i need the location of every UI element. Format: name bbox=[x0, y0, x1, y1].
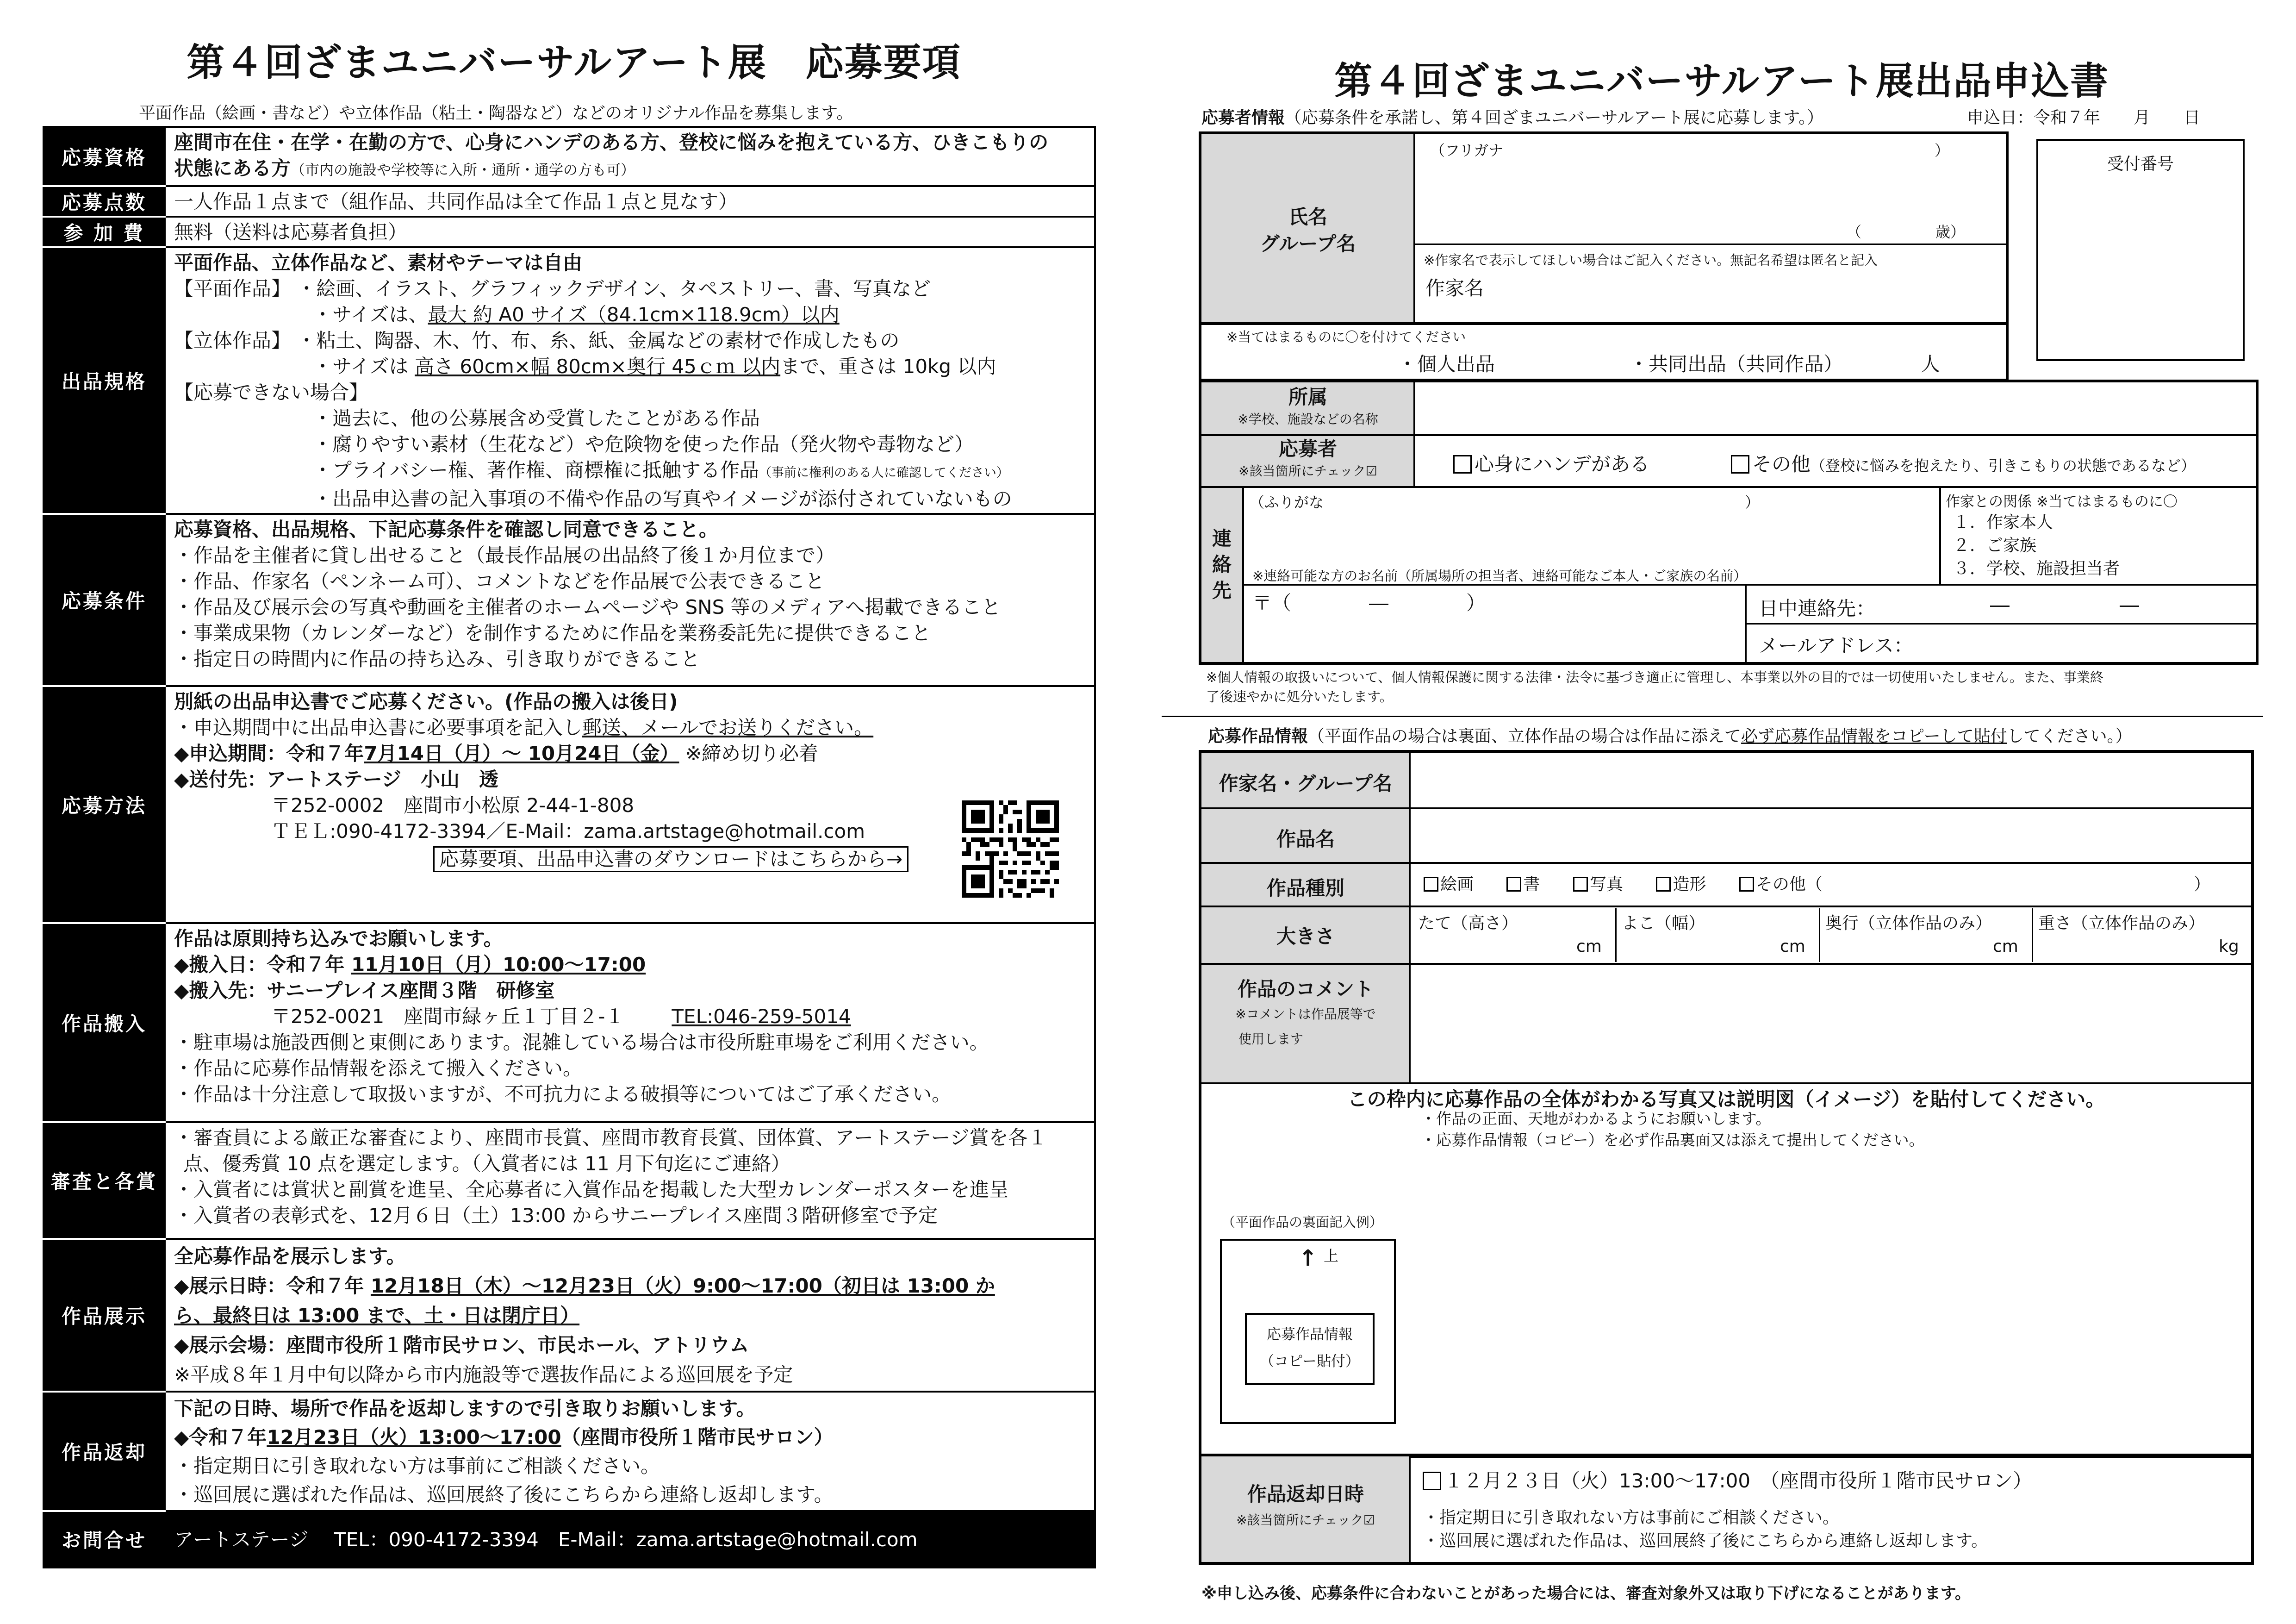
eligibility-line2b: （市内の施設や学校等に入所・通所・通学の方も可） bbox=[291, 162, 635, 179]
return-line3: ・指定期日に引き取れない方は事前にご相談ください。 bbox=[174, 1455, 660, 1477]
artist-note: ※作家名で表示してほしい場合はご記入ください。無記名希望は匿名と記入 bbox=[1424, 252, 1878, 268]
left-page-title: 第４回ざまユニバーサルアート展 応募要項 bbox=[187, 41, 961, 85]
rules-line5 bbox=[174, 354, 1086, 380]
size-width-unit: cm bbox=[1780, 937, 1805, 956]
email-input[interactable] bbox=[1921, 626, 2254, 661]
application-date[interactable]: 申込日：令和７年 月 日 bbox=[1967, 108, 2201, 127]
rules-line5c: まで、重さは 10kg 以内 bbox=[780, 355, 996, 378]
conditions-line5: ・事業成果物（カレンダーなど）を制作するために作品を業務委託先に提供できること bbox=[174, 622, 931, 644]
count-label: 応募点数 bbox=[44, 186, 165, 217]
work-section-header bbox=[1208, 723, 2132, 747]
rules-content bbox=[165, 247, 1095, 514]
phone-dash-1: ― bbox=[1990, 593, 2010, 616]
type-photo-box[interactable] bbox=[1573, 877, 1588, 892]
contact-note: ※連絡可能な方のお名前（所属場所の担当者、連絡可能なご本人・ご家族の名前） bbox=[1252, 568, 1747, 584]
size-divider-1 bbox=[1615, 908, 1617, 962]
eligibility-label: 応募資格 bbox=[44, 127, 165, 186]
example-info-box-line1: 応募作品情報 bbox=[1267, 1326, 1353, 1343]
return-line2 bbox=[174, 1423, 1086, 1452]
contact-furigana-close: ） bbox=[1745, 493, 1760, 511]
method-line2a: ・申込期間中に出品申込書に必要事項を記入し bbox=[174, 716, 583, 739]
contact-label-char2: 絡 bbox=[1212, 553, 1232, 576]
method-line4: ◆送付先：アートステージ 小山 透 bbox=[174, 768, 498, 791]
return-notes bbox=[1423, 1506, 1988, 1553]
return-date-checkbox[interactable] bbox=[1423, 1466, 2032, 1493]
applicant-header-note: （応募条件を承諾し、第４回ざまユニバーサルアート展に応募します。） bbox=[1285, 108, 1824, 127]
work-header-text: 応募作品情報 bbox=[1208, 727, 1308, 746]
delivery-content bbox=[165, 923, 1095, 1122]
handicap-checkbox[interactable] bbox=[1453, 449, 1649, 477]
type-painting-box[interactable] bbox=[1424, 877, 1438, 892]
other-checkbox-label: その他 bbox=[1752, 453, 1811, 475]
contact-label: お問合せ bbox=[44, 1511, 165, 1568]
rules-line1: 平面作品、立体作品など、素材やテーマは自由 bbox=[174, 251, 583, 274]
conditions-line2: ・作品を主催者に貸し出せること（最長作品展の出品終了後１か月位まで） bbox=[174, 544, 835, 567]
conditions-line3: ・作品、作家名（ペンネーム可）、コメントなどを作品展で公表できること bbox=[174, 570, 825, 593]
return-label-sub: ※該当箇所にチェック☑ bbox=[1236, 1512, 1375, 1528]
size-weight-label: 重さ（立体作品のみ） bbox=[2038, 914, 2205, 933]
type-painting-checkbox[interactable] bbox=[1424, 875, 1474, 894]
email-top-line bbox=[1745, 623, 2256, 625]
daytime-phone-label: 日中連絡先： bbox=[1759, 597, 1876, 620]
entry-people-unit: 人 bbox=[1921, 353, 1941, 375]
conditions-line1: 応募資格、出品規格、下記応募条件を確認し同意できること。 bbox=[174, 518, 719, 541]
rules-line3b: 最大 約 A0 サイズ（84.1cm×118.9cm）以内 bbox=[428, 303, 840, 326]
return-line2c: （座間市役所１階市民サロン） bbox=[561, 1426, 834, 1449]
delivery-label: 作品搬入 bbox=[44, 923, 165, 1122]
size-depth-label: 奥行（立体作品のみ） bbox=[1825, 914, 1992, 933]
work-line-2 bbox=[1201, 862, 2251, 864]
age-field[interactable]: （ 歳） bbox=[1847, 223, 1966, 241]
size-divider-3 bbox=[2032, 908, 2033, 962]
name-artist-divider bbox=[1413, 244, 2006, 245]
rules-line6: 【応募できない場合】 bbox=[174, 381, 369, 404]
fee-label: 参 加 費 bbox=[44, 217, 165, 247]
download-link[interactable]: 応募要項、出品申込書のダウンロードはこちらから→ bbox=[433, 846, 908, 872]
applicant-section-header bbox=[1201, 105, 1823, 128]
privacy-note bbox=[1206, 668, 2103, 706]
eligibility-content bbox=[165, 127, 1095, 186]
photo-note-2: ・応募作品情報（コピー）を必ず作品裏面又は添えて提出してください。 bbox=[1421, 1131, 1924, 1149]
eligibility-line1: 座間市在住・在学・在勤の方で、心身にハンデのある方、登校に悩みを抱えている方、ひきこもりの bbox=[174, 131, 1049, 154]
affiliation-label bbox=[1201, 386, 1414, 431]
photo-note-1: ・作品の正面、天地がわかるようにお願いします。 bbox=[1421, 1110, 1771, 1128]
judging-line2: 点、優秀賞 10 点を選定します。（入賞者には 11 月下旬迄にご連絡） bbox=[183, 1152, 790, 1175]
return-content bbox=[165, 1392, 1095, 1511]
applicant-label-sub: ※該当箇所にチェック☑ bbox=[1238, 463, 1377, 479]
work-header-note-a: （平面作品の場合は裏面、立体作品の場合は作品に添えて bbox=[1308, 727, 1742, 746]
contact-label-divider bbox=[1242, 488, 1244, 662]
artist-name-input[interactable] bbox=[1500, 269, 2004, 315]
return-note-2: ・巡回展に選ばれた作品は、巡回展終了後にこちらから連絡し返却します。 bbox=[1423, 1531, 1988, 1550]
method-line3c: ※締め切り必着 bbox=[679, 742, 819, 765]
delivery-line2a: ◆搬入日：令和７年 bbox=[174, 953, 351, 976]
type-other-label: その他（ bbox=[1755, 875, 1823, 894]
footer-note: ※申し込み後、応募条件に合わないことがあった場合には、審査対象外又は取り下げになることがあります。 bbox=[1201, 1584, 1971, 1603]
requirements-table bbox=[43, 126, 1096, 1568]
method-content bbox=[165, 686, 1095, 923]
contact-name-input[interactable] bbox=[1245, 509, 1939, 560]
comment-label bbox=[1201, 977, 1410, 1052]
comment-input[interactable] bbox=[1412, 966, 2249, 1081]
name-label-line2: グループ名 bbox=[1260, 232, 1356, 255]
return-note-1: ・指定期日に引き取れない方は事前にご相談ください。 bbox=[1423, 1508, 1840, 1527]
artist-group-input[interactable] bbox=[1412, 755, 2249, 806]
relation-option-3[interactable]: ３．学校、施設担当者 bbox=[1953, 559, 2120, 578]
delivery-line2b: 11月10日（月）10:00～17:00 bbox=[351, 953, 646, 976]
rules-label: 出品規格 bbox=[44, 247, 165, 514]
name-label-line1: 氏名 bbox=[1288, 206, 1327, 228]
rules-line9 bbox=[174, 457, 1086, 486]
method-line2 bbox=[174, 715, 1086, 741]
return-line2b: 12月23日（火）13:00～17:00 bbox=[267, 1426, 561, 1449]
affiliation-label-sub: ※学校、施設などの名称 bbox=[1238, 412, 1378, 427]
method-label: 応募方法 bbox=[44, 686, 165, 923]
photo-area-title: この枠内に応募作品の全体がわかる写真又は説明図（イメージ）を貼付してください。 bbox=[1347, 1088, 2105, 1111]
comment-label-text: 作品のコメント bbox=[1237, 978, 1374, 1000]
other-checkbox-box[interactable] bbox=[1731, 455, 1749, 474]
entry-individual-option[interactable]: ・個人出品 bbox=[1398, 353, 1495, 375]
example-info-box bbox=[1245, 1313, 1375, 1385]
contact-label-char3: 先 bbox=[1212, 579, 1232, 602]
rules-line2: 【平面作品】 ・絵画、イラスト、グラフィックデザイン、タペストリー、書、写真など bbox=[174, 277, 931, 300]
postal-top-line bbox=[1242, 584, 2256, 586]
exhibition-line4: ◆展示会場：座間市役所１階市民サロン、市民ホール、アトリウム bbox=[174, 1334, 749, 1356]
type-sculpture-label: 造形 bbox=[1673, 875, 1706, 894]
type-photo-label: 写真 bbox=[1589, 875, 1623, 894]
exhibition-line2b: 12月18日（木）～12月23日（火）9:00～17:00（初日は 13:00 か bbox=[370, 1274, 995, 1297]
example-info-box-line2: （コピー貼付） bbox=[1260, 1353, 1360, 1370]
handicap-checkbox-box[interactable] bbox=[1453, 455, 1472, 474]
exhibition-label: 作品展示 bbox=[44, 1239, 165, 1392]
judging-line4: ・入賞者の表彰式を、12月６日（土）13:00 からサニープレイス座間３階研修室で予定 bbox=[174, 1204, 938, 1227]
judging-content bbox=[165, 1122, 1095, 1239]
receipt-label: 受付番号 bbox=[2107, 155, 2174, 174]
delivery-line6: ・作品に応募作品情報を添えて搬入ください。 bbox=[174, 1057, 583, 1080]
delivery-line5: ・駐車場は施設西側と東側にあります。混雑している場合は市役所駐車場をご利用ください。 bbox=[174, 1031, 989, 1054]
rules-line5b: 高さ 60cm×幅 80cm×奥行 45ｃｍ 以内 bbox=[415, 355, 781, 378]
return-line4: ・巡回展に選ばれた作品は、巡回展終了後にこちらから連絡し返却します。 bbox=[174, 1483, 834, 1506]
judging-label: 審査と各賞 bbox=[44, 1122, 165, 1239]
size-weight-unit: kg bbox=[2219, 937, 2239, 956]
relation-title: 作家との関係 ※当てはまるものに〇 bbox=[1946, 493, 2178, 510]
rules-line3a: ・サイズは、 bbox=[313, 303, 428, 326]
size-height-unit: cm bbox=[1576, 937, 1602, 956]
return-date-label: １２月２３日（火）13:00～17:00 （座間市役所１階市民サロン） bbox=[1444, 1469, 2033, 1492]
furigana-close: ） bbox=[1935, 142, 1950, 159]
contact-label bbox=[1201, 526, 1242, 604]
type-other-checkbox[interactable] bbox=[1739, 875, 1823, 894]
example-label: （平面作品の裏面記入例） bbox=[1222, 1214, 1383, 1230]
relation-option-1[interactable]: １．作家本人 bbox=[1953, 513, 2053, 532]
method-line3 bbox=[174, 741, 1086, 767]
work-type-options bbox=[1424, 871, 1823, 895]
type-calligraphy-box[interactable] bbox=[1506, 877, 1521, 892]
work-line-1 bbox=[1201, 807, 2251, 809]
example-up-arrow-icon: ↑ bbox=[1299, 1245, 1318, 1271]
entry-note: ※当てはまるものに〇を付けてください bbox=[1226, 329, 1466, 345]
relation-options[interactable] bbox=[1953, 511, 2120, 581]
exhibition-line2a: ◆展示日時：令和７年 bbox=[174, 1274, 371, 1297]
contact-label-char1: 連 bbox=[1212, 527, 1232, 550]
delivery-line7: ・作品は十分注意して取扱いますが、不可抗力による破損等についてはご了承ください。 bbox=[174, 1083, 952, 1106]
method-line7-wrap bbox=[174, 846, 1086, 872]
exhibition-line3: ら、最終日は 13:00 まで、土・日は閉庁日） bbox=[174, 1304, 580, 1327]
comment-label-sub1: ※コメントは作品展等で bbox=[1235, 1006, 1376, 1022]
return-label-text: 作品返却日時 bbox=[1247, 1483, 1364, 1505]
email-label: メールアドレス： bbox=[1759, 634, 1913, 657]
delivery-line2 bbox=[174, 952, 1086, 978]
affil-bottom-line bbox=[1201, 434, 2256, 436]
affiliation-label-text: 所属 bbox=[1288, 386, 1327, 408]
relation-divider bbox=[1939, 488, 1941, 585]
return-date-box[interactable] bbox=[1423, 1472, 1441, 1490]
type-photo-checkbox[interactable] bbox=[1573, 875, 1623, 894]
other-checkbox[interactable] bbox=[1731, 449, 2196, 477]
other-checkbox-note: （登校に悩みを抱えたり、引きこもりの状態であるなど） bbox=[1811, 457, 2196, 475]
type-calligraphy-checkbox[interactable] bbox=[1506, 875, 1540, 894]
applicant-label bbox=[1201, 438, 1414, 482]
size-depth-unit: cm bbox=[1993, 937, 2018, 956]
method-line3b: 7月14日（月）～ 10月24日（金） bbox=[364, 742, 679, 765]
conditions-line4: ・作品及び展示会の写真や動画を主催者のホームページや SNS 等のメディアへ掲載できること bbox=[174, 596, 1001, 618]
work-line-3 bbox=[1201, 906, 2251, 907]
privacy-line2: 了後速やかに処分いたします。 bbox=[1206, 689, 1393, 705]
exhibition-line2 bbox=[174, 1271, 1086, 1301]
rules-line9a: ・プライバシー権、著作権、商標権に抵触する作品 bbox=[313, 459, 759, 481]
contact-furigana-open: （ふりがな bbox=[1250, 493, 1324, 511]
artist-group-label: 作家名・グループ名 bbox=[1219, 772, 1393, 795]
rules-line9b: （事前に権利のある人に確認してください） bbox=[759, 466, 1009, 480]
delivery-line4 bbox=[174, 1004, 1086, 1030]
affiliation-input[interactable] bbox=[1417, 392, 2254, 432]
eligibility-line2a: 状態にある方 bbox=[174, 157, 291, 180]
return-label: 作品返却 bbox=[44, 1392, 165, 1511]
conditions-label: 応募条件 bbox=[44, 514, 165, 686]
phone-dash-2: ― bbox=[2120, 593, 2139, 616]
applicant-bottom-line bbox=[1201, 486, 2256, 488]
right-page-title: 第４回ざまユニバーサルアート展出品申込書 bbox=[1334, 59, 2109, 103]
contact-row bbox=[44, 1511, 1095, 1568]
rules-line3 bbox=[174, 302, 1086, 328]
postal-code-field[interactable]: 〒（ ― ） bbox=[1252, 592, 1486, 614]
delivery-line3: ◆搬入先：サニープレイス座間３階 研修室 bbox=[174, 979, 555, 1002]
conditions-line6: ・指定日の時間内に作品の持ち込み、引き取りができること bbox=[174, 648, 700, 670]
exhibition-line5: ※平成８年１月中旬以降から市内施設等で選抜作品による巡回展を予定 bbox=[174, 1363, 793, 1386]
method-line2b: 郵送、メールでお送りください。 bbox=[582, 716, 874, 739]
work-header-note-b: 必ず応募作品情報をコピーして貼付 bbox=[1741, 727, 2007, 746]
rules-line4: 【立体作品】 ・粘土、陶器、木、竹、布、糸、紙、金属などの素材で作成したもの bbox=[174, 329, 900, 352]
delivery-line4b: TEL:046-259-5014 bbox=[672, 1005, 851, 1028]
example-up-label: 上 bbox=[1324, 1247, 1339, 1265]
delivery-line1: 作品は原則持ち込みでお願いします。 bbox=[174, 927, 503, 950]
type-sculpture-box[interactable] bbox=[1656, 877, 1671, 892]
type-other-close: ） bbox=[2194, 875, 2211, 894]
rules-line8: ・腐りやすい素材（生花など）や危険物を使った作品（発火物や毒物など） bbox=[313, 433, 974, 456]
type-sculpture-checkbox[interactable] bbox=[1656, 875, 1706, 894]
judging-line1: ・審査員による厳正な審査により、座間市長賞、座間市教育長賞、団体賞、アートステージ賞を各１ bbox=[174, 1126, 1047, 1149]
entry-joint-option[interactable]: ・共同出品（共同作品） bbox=[1629, 353, 1843, 375]
return-label bbox=[1201, 1481, 1410, 1533]
rules-line5a: ・サイズは bbox=[313, 355, 409, 378]
work-title-input[interactable] bbox=[1412, 810, 2249, 861]
conditions-content bbox=[165, 514, 1095, 686]
name-label bbox=[1201, 204, 1414, 257]
artist-label: 作家名 bbox=[1425, 277, 1484, 300]
qr-code-icon[interactable] bbox=[962, 800, 1059, 898]
delivery-line4a: 〒252-0021 座間市緑ヶ丘１丁目２-１ bbox=[271, 1005, 644, 1028]
fee-text: 無料（送料は応募者負担） bbox=[165, 217, 1095, 247]
contact-text: アートステージ TEL：090-4172-3394 E-Mail：zama.artstage@hotmail.com bbox=[165, 1511, 1095, 1568]
privacy-line1: ※個人情報の取扱いについて、個人情報保護に関する法律・法令に基づき適正に管理し、本事業以外の目的では一切使用いたしません。また、事業終 bbox=[1206, 669, 2103, 685]
applicant-header-text: 応募者情報 bbox=[1201, 108, 1285, 127]
exhibition-line1: 全応募作品を展示します。 bbox=[174, 1245, 406, 1268]
return-line2a: ◆令和７年 bbox=[174, 1426, 267, 1449]
work-line-4 bbox=[1201, 963, 2251, 965]
count-text: 一人作品１点まで（組作品、共同作品は全て作品１点と見なす） bbox=[165, 186, 1095, 217]
method-line6: ＴＥＬ:090-4172-3394／E-Mail：zama.artstage@hotmail.com bbox=[271, 820, 865, 843]
type-painting-label: 絵画 bbox=[1440, 875, 1474, 894]
size-height-label: たて（高さ） bbox=[1418, 914, 1518, 933]
size-width-label: よこ（幅） bbox=[1622, 914, 1705, 933]
furigana-open: （フリガナ bbox=[1430, 142, 1504, 159]
section-separator bbox=[1162, 716, 2263, 717]
type-other-box[interactable] bbox=[1739, 877, 1754, 892]
work-header-note-c: してください。） bbox=[2007, 727, 2132, 746]
name-bottom-line bbox=[1201, 322, 2009, 325]
method-line3a: ◆申込期間：令和７年 bbox=[174, 742, 364, 765]
applicant-label-text: 応募者 bbox=[1278, 437, 1337, 460]
exhibition-content bbox=[165, 1239, 1095, 1392]
handicap-checkbox-label: 心身にハンデがある bbox=[1475, 453, 1650, 475]
work-title-label: 作品名 bbox=[1276, 828, 1335, 850]
size-divider-2 bbox=[1819, 908, 1820, 962]
comment-label-sub2: 使用します bbox=[1238, 1031, 1304, 1047]
return-line1: 下記の日時、場所で作品を返却しますので引き取りお願いします。 bbox=[174, 1397, 756, 1420]
method-line5: 〒252-0002 座間市小松原 2-44-1-808 bbox=[271, 794, 635, 817]
size-label: 大きさ bbox=[1276, 925, 1335, 948]
method-line1: 別紙の出品申込書でご応募ください。(作品の搬入は後日) bbox=[174, 690, 678, 713]
judging-line3: ・入賞者には賞状と副賞を進呈、全応募者に入賞作品を掲載した大型カレンダーポスターを進呈 bbox=[174, 1178, 1009, 1201]
type-calligraphy-label: 書 bbox=[1523, 875, 1540, 894]
eligibility-line2 bbox=[174, 156, 1086, 183]
rules-line7: ・過去に、他の公募展含め受賞したことがある作品 bbox=[313, 407, 760, 430]
rules-line10: ・出品申込書の記入事項の不備や作品の写真やイメージが添付されていないもの bbox=[313, 487, 1012, 510]
work-type-label: 作品種別 bbox=[1266, 877, 1344, 899]
relation-option-2[interactable]: ２．ご家族 bbox=[1953, 536, 2037, 555]
left-page-intro: 平面作品（絵画・書など）や立体作品（粘土・陶器など）などのオリジナル作品を募集します。 bbox=[139, 104, 853, 123]
